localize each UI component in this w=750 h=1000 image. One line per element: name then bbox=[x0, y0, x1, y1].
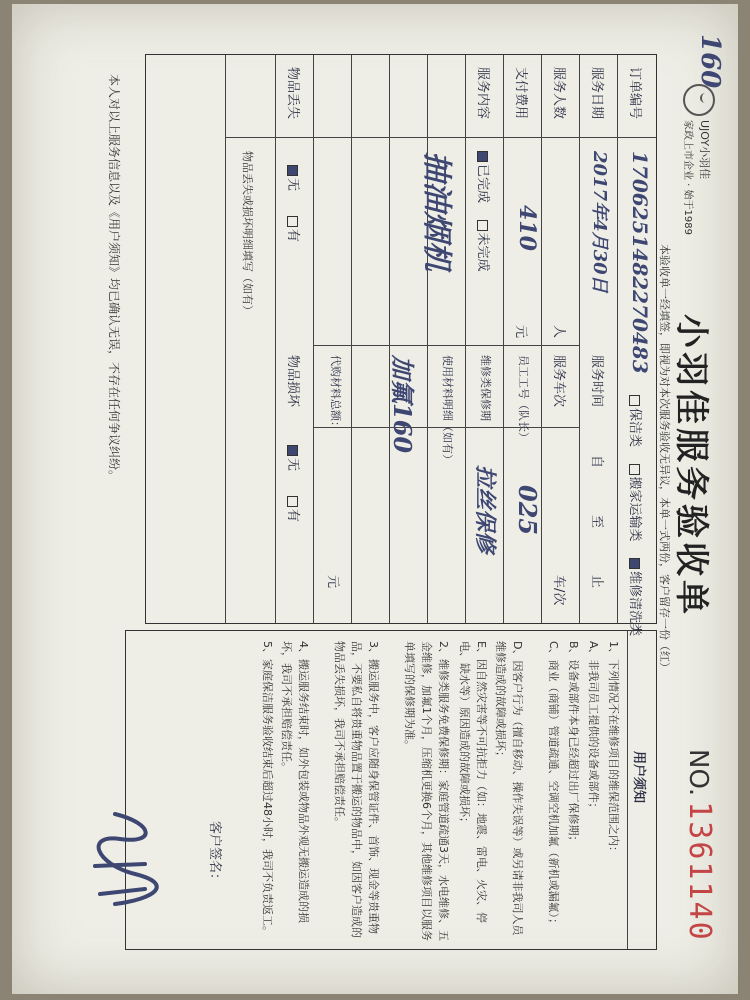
checkbox-checked-icon bbox=[477, 151, 488, 162]
notice-item-4: C、商业（商铺）管道疏通、空调空机加氟（新机或漏氟）； bbox=[547, 641, 560, 930]
brand-logo-icon bbox=[683, 84, 715, 116]
customer-signature-icon bbox=[85, 804, 175, 924]
not-completed-option[interactable]: 未完成 bbox=[475, 220, 490, 272]
notice-item-7: 2、维修类服务免费保修期：家庭管道疏通3天，水电维修、五金维修，加氟1个月，压缩机更换6个月，其他维修项目以服务单填写的保修期为准。 bbox=[403, 641, 450, 941]
brand-name: UJOY小羽佳 bbox=[698, 120, 711, 180]
notice-item-3: B、设备或部件本身已经超过出厂保修期； bbox=[567, 641, 580, 847]
service-content-status bbox=[475, 151, 494, 272]
lost-yes-option[interactable]: 有 bbox=[285, 216, 300, 242]
employee-id-label: 员工工号（队长） bbox=[517, 355, 530, 443]
vehicle-label: 服务车次 bbox=[551, 355, 566, 408]
completed-option[interactable]: 已完成 bbox=[475, 151, 490, 203]
staff-count-unit: 人 bbox=[551, 325, 566, 339]
payment-unit: 元 bbox=[513, 325, 528, 339]
service-content-label: 服务内容 bbox=[475, 67, 490, 120]
service-time-end: 止 bbox=[589, 575, 604, 589]
subtitle: 本验收单一经填签，即视为对本次服务验收无异议，本单一式两份，客户留存一份（红） bbox=[658, 244, 671, 673]
service-date-label: 服务日期 bbox=[589, 67, 604, 120]
order-no-value[interactable]: 1706251482270483 bbox=[628, 151, 652, 374]
serial-number-block bbox=[682, 749, 717, 942]
payment-label: 支付费用 bbox=[513, 67, 528, 120]
materials-total-label: 代购材料总额： bbox=[329, 355, 342, 432]
page-title: 小羽佳服务验收单 bbox=[671, 314, 711, 618]
customer-signature-label: 客户签名： bbox=[207, 821, 222, 887]
notice-item-5: D、因客户行为（擅自移动、操作失误等）或另请非我司人员维修造成的故障或损坏； bbox=[494, 641, 524, 936]
vehicle-unit: 车/次 bbox=[551, 575, 566, 606]
receipt-page-rotated bbox=[55, 14, 735, 974]
service-content-value[interactable]: 抽油烟机 bbox=[419, 151, 454, 271]
service-time-label: 服务时间 bbox=[589, 355, 604, 408]
checkbox-icon bbox=[629, 395, 640, 406]
lost-items-label: 物品丢失 bbox=[285, 67, 300, 120]
damaged-items-label: 物品损坏 bbox=[285, 355, 300, 408]
service-date-value[interactable]: 2017年4月30日 bbox=[589, 151, 610, 293]
checkbox-checked-icon bbox=[629, 558, 640, 569]
materials-value[interactable]: 加氟160 bbox=[388, 355, 417, 454]
damaged-yes-option[interactable]: 有 bbox=[285, 496, 300, 522]
damaged-none-option[interactable]: 无 bbox=[285, 445, 300, 471]
service-type-cleaning[interactable]: 保洁类 bbox=[627, 395, 642, 447]
repair-warranty-value[interactable]: 拉丝保修 bbox=[472, 465, 498, 554]
lost-items-options bbox=[285, 165, 304, 242]
employee-id-value[interactable]: 025 bbox=[513, 485, 542, 536]
staff-count-label: 服务人数 bbox=[551, 67, 566, 120]
checkbox-checked-icon bbox=[287, 165, 298, 176]
customer-notice-panel bbox=[125, 630, 657, 950]
service-type-moving[interactable]: 搬家运输类 bbox=[627, 464, 642, 542]
materials-total-unit: 元 bbox=[325, 575, 340, 589]
notice-item-9: 4、搬运服务结束时，如外包装或物品外观无搬运造成的损坏，我司不承担赔偿责任。 bbox=[280, 641, 310, 923]
notice-item-10: 5、家庭保洁服务验收结束后超过48小时，我司不负责返工。 bbox=[261, 641, 274, 937]
service-type-row bbox=[627, 395, 646, 636]
damaged-items-options bbox=[285, 445, 304, 522]
notice-item-1: 1、下列情况不在维修项目的维保范围之内： bbox=[607, 641, 620, 857]
checkbox-checked-icon bbox=[287, 445, 298, 456]
service-time-to: 至 bbox=[589, 515, 604, 529]
checkbox-icon bbox=[287, 216, 298, 227]
service-type-repair[interactable]: 维修清洗类 bbox=[627, 558, 642, 636]
lost-note: 物品丢失或损坏明细填写（如有） bbox=[241, 151, 254, 316]
serial-number: 1361140 bbox=[682, 801, 717, 942]
corner-number: 160 bbox=[695, 34, 725, 89]
materials-label: 使用材料明细（如有） bbox=[441, 355, 454, 465]
service-time-from: 自 bbox=[589, 455, 604, 469]
checkbox-icon bbox=[629, 464, 640, 475]
confirmation-text: 本人对以上服务信息以及《用户须知》均已确认无误，不存在任何争议纠纷。 bbox=[107, 74, 121, 483]
checkbox-icon bbox=[477, 220, 488, 231]
service-table bbox=[145, 54, 657, 637]
payment-value[interactable]: 410 bbox=[514, 205, 540, 251]
serial-prefix: NO. bbox=[683, 749, 713, 797]
notice-item-2: A、非我司员工提供的设备或部件； bbox=[587, 641, 600, 814]
checkbox-icon bbox=[287, 496, 298, 507]
customer-notice-heading: 用户须知 bbox=[631, 751, 646, 804]
notice-item-8: 3、搬运服务中，客户应随身保管证件、首饰、现金等贵重物品，不要私自将贵重物品置于搬运的物品中，如因客户造成的物品丢失损坏，我司不承担赔偿责任。 bbox=[333, 641, 380, 938]
order-no-label: 订单编号 bbox=[627, 67, 642, 120]
lost-none-option[interactable]: 无 bbox=[285, 165, 300, 191]
notice-item-6: E、因自然灾害等不可抗拒力（如：地震、雷电、火灾、停电、缺水等）原因造成的故障或损坏； bbox=[458, 641, 488, 923]
brand-tagline: 家政上市企业 · 始于1989 bbox=[682, 120, 693, 235]
repair-warranty-label: 维修类保修期 bbox=[479, 355, 492, 421]
receipt-sheet bbox=[12, 4, 738, 994]
